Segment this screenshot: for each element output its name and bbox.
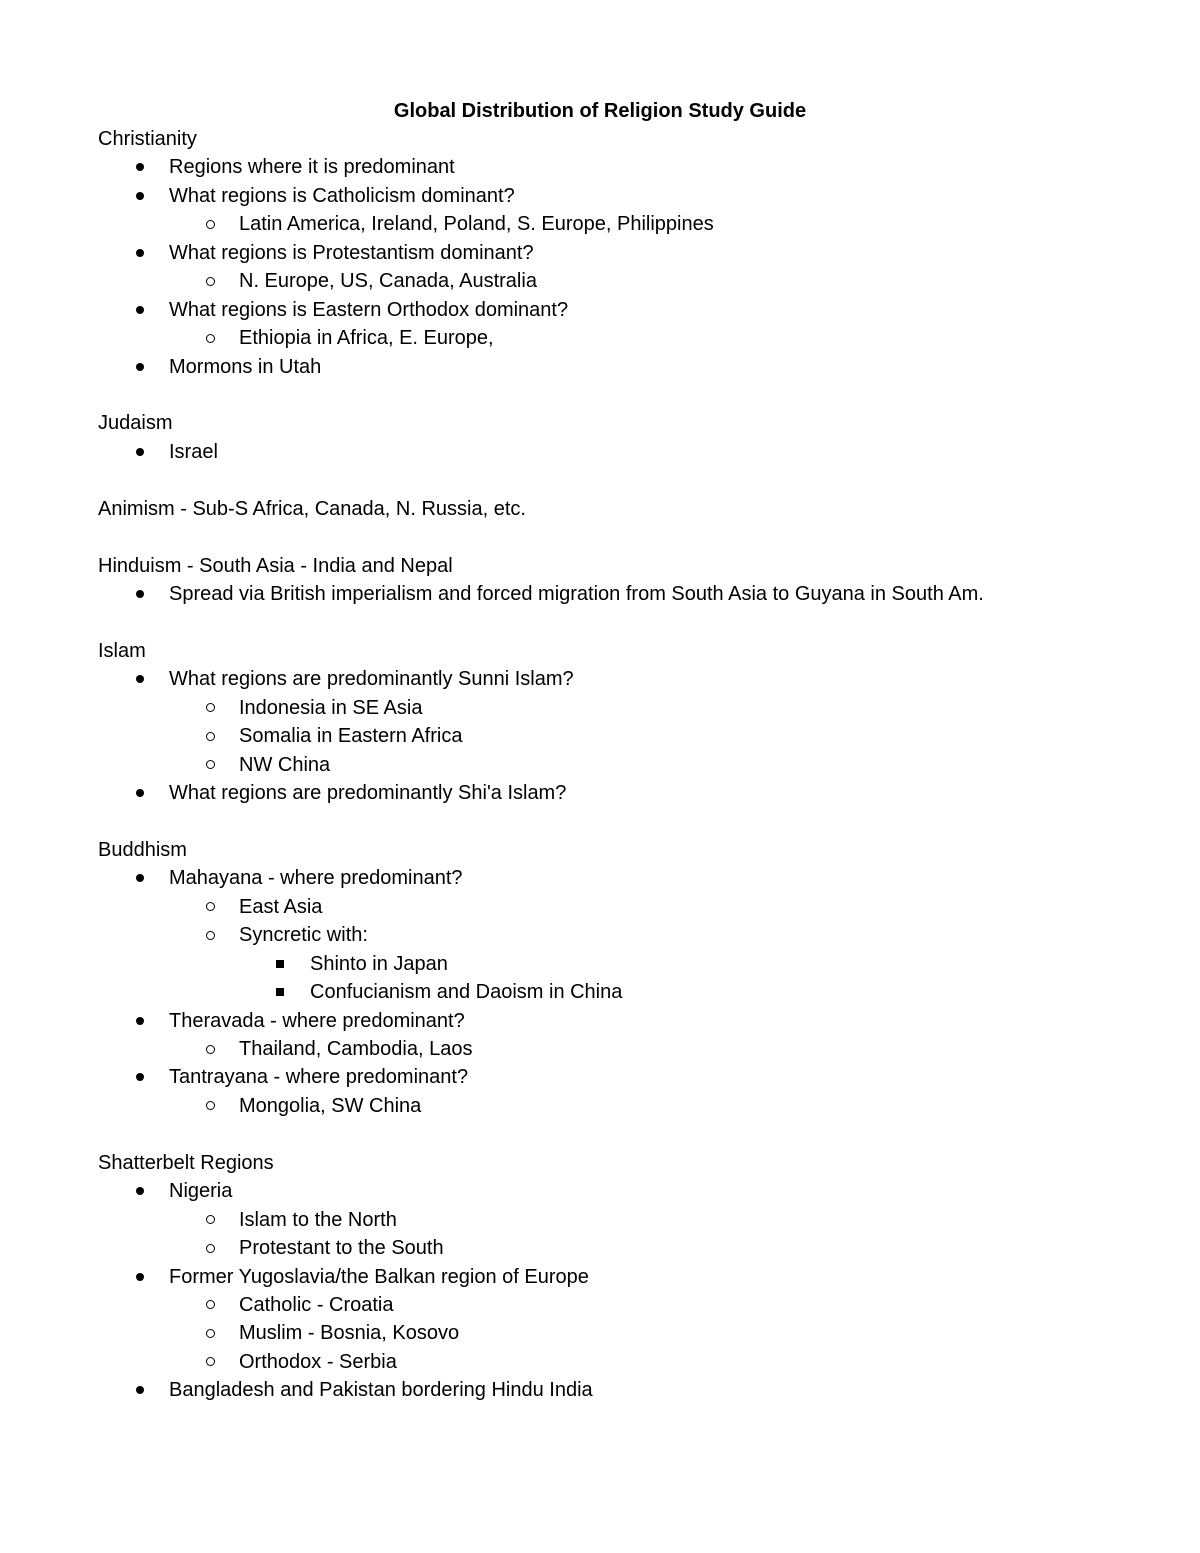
list-item <box>98 893 1118 921</box>
line-text: Mormons in Utah <box>169 355 322 378</box>
filled-bullet-icon <box>136 163 144 171</box>
filled-bullet-icon <box>136 306 144 314</box>
filled-bullet-icon <box>136 448 144 456</box>
line-text: Israel <box>169 440 218 463</box>
list-item <box>98 1035 1118 1063</box>
filled-bullet-icon <box>136 789 144 797</box>
square-bullet-icon <box>276 960 284 968</box>
section-heading <box>98 495 1118 523</box>
list-item <box>98 1291 1118 1319</box>
section-heading <box>98 552 1118 580</box>
list-item <box>98 1319 1118 1347</box>
blank-line <box>98 466 1118 494</box>
hollow-bullet-icon <box>206 1329 215 1338</box>
section-heading <box>98 125 1118 153</box>
filled-bullet-icon <box>136 675 144 683</box>
list-item <box>98 182 1118 210</box>
list-item <box>98 153 1118 181</box>
blank-line <box>98 1120 1118 1148</box>
filled-bullet-icon <box>136 1273 144 1281</box>
hollow-bullet-icon <box>206 1244 215 1253</box>
document-title: Global Distribution of Religion Study Guide <box>393 100 807 122</box>
list-item <box>98 267 1118 295</box>
list-item <box>98 722 1118 750</box>
hollow-bullet-icon <box>206 1215 215 1224</box>
section-heading <box>98 637 1118 665</box>
hollow-bullet-icon <box>206 1101 215 1110</box>
hollow-bullet-icon <box>206 220 215 229</box>
list-item <box>98 751 1118 779</box>
filled-bullet-icon <box>136 363 144 371</box>
line-text: Christianity <box>98 128 197 150</box>
hollow-bullet-icon <box>206 1357 215 1366</box>
list-item <box>98 694 1118 722</box>
line-text: Orthodox - Serbia <box>239 1350 397 1373</box>
line-text: N. Europe, US, Canada, Australia <box>239 270 537 293</box>
hollow-bullet-icon <box>206 732 215 741</box>
line-text: Hinduism - South Asia - India and Nepal <box>98 554 453 577</box>
hollow-bullet-icon <box>206 902 215 911</box>
list-item <box>98 239 1118 267</box>
filled-bullet-icon <box>136 249 144 257</box>
hollow-bullet-icon <box>206 1300 215 1309</box>
line-text: NW China <box>239 753 331 776</box>
line-text: What regions is Eastern Orthodox dominant? <box>169 298 569 321</box>
blank-line <box>98 381 1118 409</box>
list-item <box>98 1206 1118 1234</box>
line-text: Catholic - Croatia <box>239 1293 394 1316</box>
line-text: Latin America, Ireland, Poland, S. Europe, Philippines <box>239 213 714 236</box>
list-item <box>98 210 1118 238</box>
line-text: Syncretic with: <box>239 924 368 947</box>
line-text: Mongolia, SW China <box>239 1094 422 1117</box>
line-text: What regions are predominantly Sunni Islam? <box>169 668 574 691</box>
list-item <box>98 978 1118 1006</box>
list-item <box>98 864 1118 892</box>
line-text: Spread via British imperialism and forced migration from South Asia to Guyana in South Am. <box>169 583 984 605</box>
line-text: Indonesia in SE Asia <box>239 696 423 719</box>
line-text: Regions where it is predominant <box>169 156 455 179</box>
list-item <box>98 353 1118 381</box>
list-item <box>98 1007 1118 1035</box>
line-text: Thailand, Cambodia, Laos <box>239 1038 473 1060</box>
list-item <box>98 1234 1118 1262</box>
section-heading <box>98 1149 1118 1177</box>
filled-bullet-icon <box>136 1017 144 1025</box>
list-item <box>98 1092 1118 1120</box>
line-text: Confucianism and Daoism in China <box>310 981 623 1004</box>
line-text: Somalia in Eastern Africa <box>239 725 463 748</box>
list-item <box>98 921 1118 949</box>
square-bullet-icon <box>276 988 284 996</box>
list-item <box>98 438 1118 466</box>
line-text: Nigeria <box>169 1180 233 1203</box>
list-item <box>98 296 1118 324</box>
hollow-bullet-icon <box>206 1045 215 1054</box>
line-text: Ethiopia in Africa, E. Europe, <box>239 327 494 350</box>
line-text: Protestant to the South <box>239 1237 444 1260</box>
document-body <box>98 125 1118 1405</box>
line-text: East Asia <box>239 895 323 918</box>
line-text: Mahayana - where predominant? <box>169 867 463 890</box>
list-item <box>98 950 1118 978</box>
line-text: What regions is Protestantism dominant? <box>169 241 534 264</box>
list-item <box>98 779 1118 807</box>
line-text: Animism - Sub-S Africa, Canada, N. Russia, etc. <box>98 497 526 520</box>
filled-bullet-icon <box>136 192 144 200</box>
blank-line <box>98 608 1118 636</box>
list-item <box>98 665 1118 693</box>
hollow-bullet-icon <box>206 334 215 343</box>
list-item <box>98 1348 1118 1376</box>
line-text: Former Yugoslavia/the Balkan region of Europe <box>169 1265 589 1288</box>
line-text: Judaism <box>98 412 173 435</box>
line-text: Muslim - Bosnia, Kosovo <box>239 1322 460 1345</box>
line-text: Islam to the North <box>239 1208 397 1231</box>
filled-bullet-icon <box>136 874 144 882</box>
blank-line <box>98 523 1118 551</box>
line-text: Islam <box>98 639 146 662</box>
line-text: What regions are predominantly Shi'a Islam? <box>169 782 567 805</box>
line-text: Shatterbelt Regions <box>98 1151 274 1174</box>
blank-line <box>98 808 1118 836</box>
list-item <box>98 1177 1118 1205</box>
hollow-bullet-icon <box>206 277 215 286</box>
line-text: Tantrayana - where predominant? <box>169 1066 469 1089</box>
list-item <box>98 1063 1118 1091</box>
filled-bullet-icon <box>136 1073 144 1081</box>
list-item <box>98 1263 1118 1291</box>
line-text: Shinto in Japan <box>310 952 448 975</box>
filled-bullet-icon <box>136 590 144 598</box>
hollow-bullet-icon <box>206 760 215 769</box>
list-item <box>98 1376 1118 1404</box>
line-text: Theravada - where predominant? <box>169 1009 465 1032</box>
line-text: Bangladesh and Pakistan bordering Hindu India <box>169 1379 593 1402</box>
section-heading <box>98 836 1118 864</box>
filled-bullet-icon <box>136 1386 144 1394</box>
filled-bullet-icon <box>136 1187 144 1195</box>
line-text: Buddhism <box>98 838 187 861</box>
list-item <box>98 580 1118 608</box>
hollow-bullet-icon <box>206 931 215 940</box>
line-text: What regions is Catholicism dominant? <box>169 184 515 207</box>
hollow-bullet-icon <box>206 703 215 712</box>
list-item <box>98 324 1118 352</box>
section-heading <box>98 409 1118 437</box>
